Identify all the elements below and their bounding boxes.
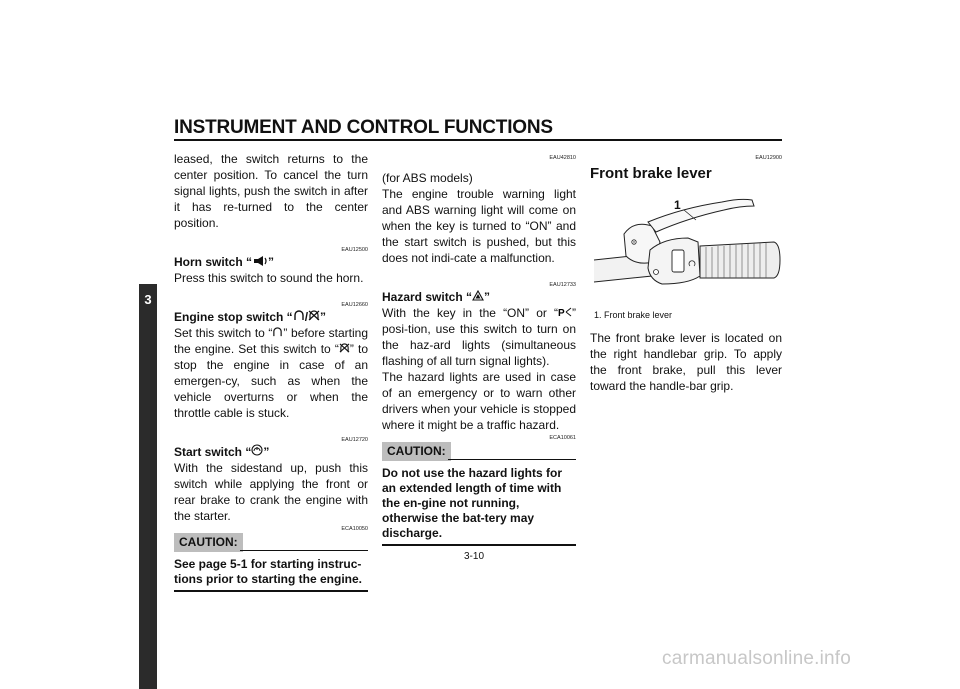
caution-text: See page 5-1 for starting instruc-tions prior to starting the engine. (174, 557, 363, 586)
start-icon (251, 445, 263, 459)
page-title: INSTRUMENT AND CONTROL FUNCTIONS (174, 117, 553, 138)
section-code: EAU12900 (755, 155, 782, 161)
hazard-text-1: With the key in the “ON” or “ P ” posi-tion, use this switch to turn on the haz-ard lights (simultaneous flashing of all turn signal lights). (382, 306, 576, 368)
page-number: 3-10 (464, 551, 485, 562)
section-code: ECA10061 (549, 435, 576, 441)
figure-caption: 1. Front brake lever (594, 310, 673, 320)
parking-icon (558, 306, 572, 320)
horn-switch-text: Press this switch to sound the horn. (174, 271, 364, 285)
hazard-text-2: The hazard lights are used in case of an emergency or to warn other drivers when your vehicle is stopped where it might be a traffic hazard. (382, 370, 576, 432)
caution-header (382, 442, 576, 462)
caution-text: Do not use the hazard lights for an extended length of time with the en-gine not running, otherwise the bat-tery may discharge. (382, 466, 563, 540)
engine-stop-icon (339, 342, 350, 356)
section-code: EAU12720 (341, 437, 368, 443)
column-2 (382, 155, 576, 546)
front-brake-heading: Front brake lever (590, 165, 712, 182)
hazard-icon (472, 290, 484, 304)
engine-stop-icon (308, 310, 320, 324)
caution-badge: CAUTION: (174, 533, 243, 552)
front-brake-text-block (590, 330, 782, 394)
engine-stop-text: Set this switch to “ ” before starting the engine. Set this switch to “ ” to stop the engine in case of an emergen-cy, such as when the vehicle overturns or when the throttle cable is stuck. (174, 326, 368, 420)
caution-bottom-rule (382, 544, 576, 546)
abs-warning-text: The engine trouble warning light and ABS warning light will come on when the key is turned to “ON” and the start switch is pushed, but this does not indi-cate a malfunction. (382, 187, 576, 265)
front-brake-lever-figure (590, 192, 782, 304)
engine-run-icon (272, 326, 283, 340)
hazard-switch-heading: Hazard switch “ ” (382, 290, 491, 304)
front-brake-text: The front brake lever is located on the right handlebar grip. To apply the front brake, pull this lever toward the handle-bar grip. (590, 331, 782, 393)
figure-callout-number: 1 (674, 198, 681, 212)
chapter-tab (139, 284, 157, 689)
watermark: carmanualsonline.info (662, 648, 852, 669)
horn-icon (252, 255, 268, 269)
column-3 (590, 155, 782, 183)
header-divider (174, 139, 782, 141)
caution-badge: CAUTION: (382, 442, 451, 461)
caution-rule (240, 550, 368, 551)
start-switch-text: With the sidestand up, push this switch while applying the front or rear brake to crank the engine with the starter. (174, 461, 368, 523)
section-code: EAU12500 (341, 247, 368, 253)
engine-stop-heading: Engine stop switch “ / ” (174, 310, 327, 324)
section-code: EAU12733 (549, 282, 576, 288)
abs-models-note: (for ABS models) (382, 171, 473, 185)
caution-header (174, 533, 368, 553)
column-1 (174, 151, 368, 592)
start-switch-heading: Start switch “ ” (174, 445, 270, 459)
turn-signal-continuation: leased, the switch returns to the center position. To cancel the turn signal lights, push the switch in after it has re-turned to the center position. (174, 152, 368, 230)
svg-text:P: P (558, 308, 565, 317)
section-code: EAU42810 (549, 155, 576, 161)
caution-rule (448, 459, 576, 460)
section-code: ECA10050 (341, 526, 368, 532)
engine-run-icon (293, 310, 305, 324)
chapter-number: 3 (144, 292, 152, 307)
horn-switch-heading: Horn switch “ ” (174, 255, 275, 269)
caution-bottom-rule (174, 590, 368, 592)
section-code: EAU12660 (341, 302, 368, 308)
